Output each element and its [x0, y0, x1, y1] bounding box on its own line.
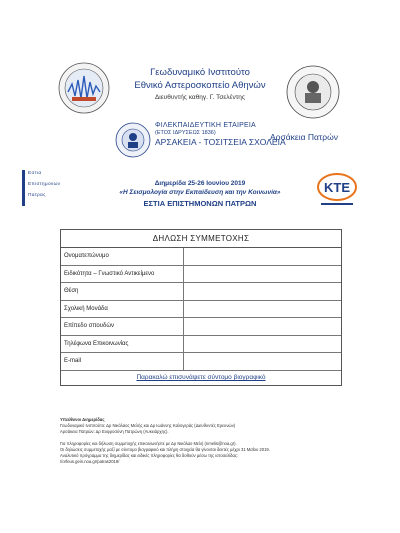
estia-logo-line1: Εστια	[28, 171, 42, 176]
field-input-education[interactable]	[183, 318, 342, 336]
society-schools: ΑΡΣΑΚΕΙΑ - ΤΟΣΙΤΣΕΙΑ ΣΧΟΛΕΙΑ	[155, 137, 286, 147]
field-label-name: Ονοματεπώνυμο	[64, 253, 109, 259]
field-input-phones[interactable]	[183, 336, 342, 354]
field-label-education: Επίπεδο σπουδών	[64, 323, 115, 329]
field-label-specialty: Ειδικότητα – Γνωστικό Αντικείμενο	[64, 270, 155, 277]
svg-text:KTE: KTE	[324, 180, 350, 195]
form-row-phones	[61, 336, 341, 354]
notes-line3: Για πληροφορίες και δήλωση συμμετοχής επικοινωνήστε με Δρ Νικόλαο Μελή (nmelis@noa.gr).	[60, 441, 237, 446]
form-row-email	[61, 353, 341, 371]
estia-logo-line2: Επιστημονων	[28, 182, 61, 187]
field-label-school: Σχολική Μονάδα	[64, 305, 108, 312]
event-venue: ΕΣΤΙΑ ΕΠΙΣΤΗΜΟΝΩΝ ΠΑΤΡΩΝ	[143, 199, 257, 208]
estia-logo-line3: Πατρας	[28, 193, 46, 198]
arsakeia-patron-label: Αρσάκεια Πατρών	[270, 132, 338, 142]
notes-line2: Αρσάκεια Πατρών: Δρ Ευφροσύνη Πατρώνη (Λυκειάρχης).	[60, 429, 169, 434]
field-input-specialty[interactable]	[183, 266, 342, 284]
form-row-position	[61, 283, 341, 301]
notes-line1: Γεωδυναμικό Ινστιτούτο: Δρ Νικόλαος Μελής και Δρ Ιωάννης Καλογεράς (Διευθυντές Ερευνών)	[60, 423, 236, 428]
notes-heading: Υπεύθυνοι Διημερίδας	[60, 417, 105, 422]
society-seal	[115, 122, 151, 158]
notes-line5: Αναλυτικό πρόγραμμα της διημερίδας και ειδικές πληροφορίες θα δοθούν μέσω της ιστοσελίδας:	[60, 453, 239, 458]
registration-form	[60, 229, 342, 386]
field-input-position[interactable]	[183, 283, 342, 301]
event-title: «Η Σεισμολογία στην Εκπαίδευση και την Κοινωνία»	[119, 189, 281, 196]
field-label-position: Θέση	[64, 288, 79, 294]
institute-name-line2: Εθνικό Αστεροσκοπείο Αθηνών	[134, 80, 266, 91]
event-dates: Διημερίδα 25-26 Ιουνίου 2019	[154, 180, 246, 187]
notes-link[interactable]: //orfeus.gein.noa.gr/patras2019/	[60, 459, 120, 464]
form-row-school	[61, 301, 341, 319]
field-input-school[interactable]	[183, 301, 342, 319]
form-title: ΔΗΛΩΣΗ ΣΥΜΜΕΤΟΧΗΣ	[61, 230, 341, 248]
field-label-email: E-mail	[64, 358, 82, 364]
institute-director: Διευθυντής καθηγ. Γ. Τσελέντης	[154, 94, 246, 101]
field-label-phones: Τηλέφωνα Επικοινωνίας	[64, 340, 129, 347]
field-input-name[interactable]	[183, 248, 342, 266]
form-row-name	[61, 248, 341, 266]
institute-name-line1: Γεωδυναμικό Ινστιτούτο	[150, 67, 250, 78]
society-name: ΦΙΛΕΚΠΑΙΔΕΥΤΙΚΗ ΕΤΑΙΡΕΙΑ	[155, 122, 256, 129]
field-input-email[interactable]	[183, 353, 342, 371]
form-footer-cv-note: Παρακαλώ επισυνάψετε σύντομο βιογραφικό	[136, 374, 266, 381]
notes-line4: Οι δηλώσεις συμμετοχής μαζί με σύντομο βιογραφικό και πλήρη στοιχεία θα γίνονται δεκτές μέχρι 31 Μαΐου 2019.	[60, 447, 270, 452]
society-founded: (ΕΤΟΣ ΙΔΡΥΣΕΩΣ 1836)	[155, 130, 216, 136]
form-row-specialty	[61, 266, 341, 284]
form-row-education	[61, 318, 341, 336]
